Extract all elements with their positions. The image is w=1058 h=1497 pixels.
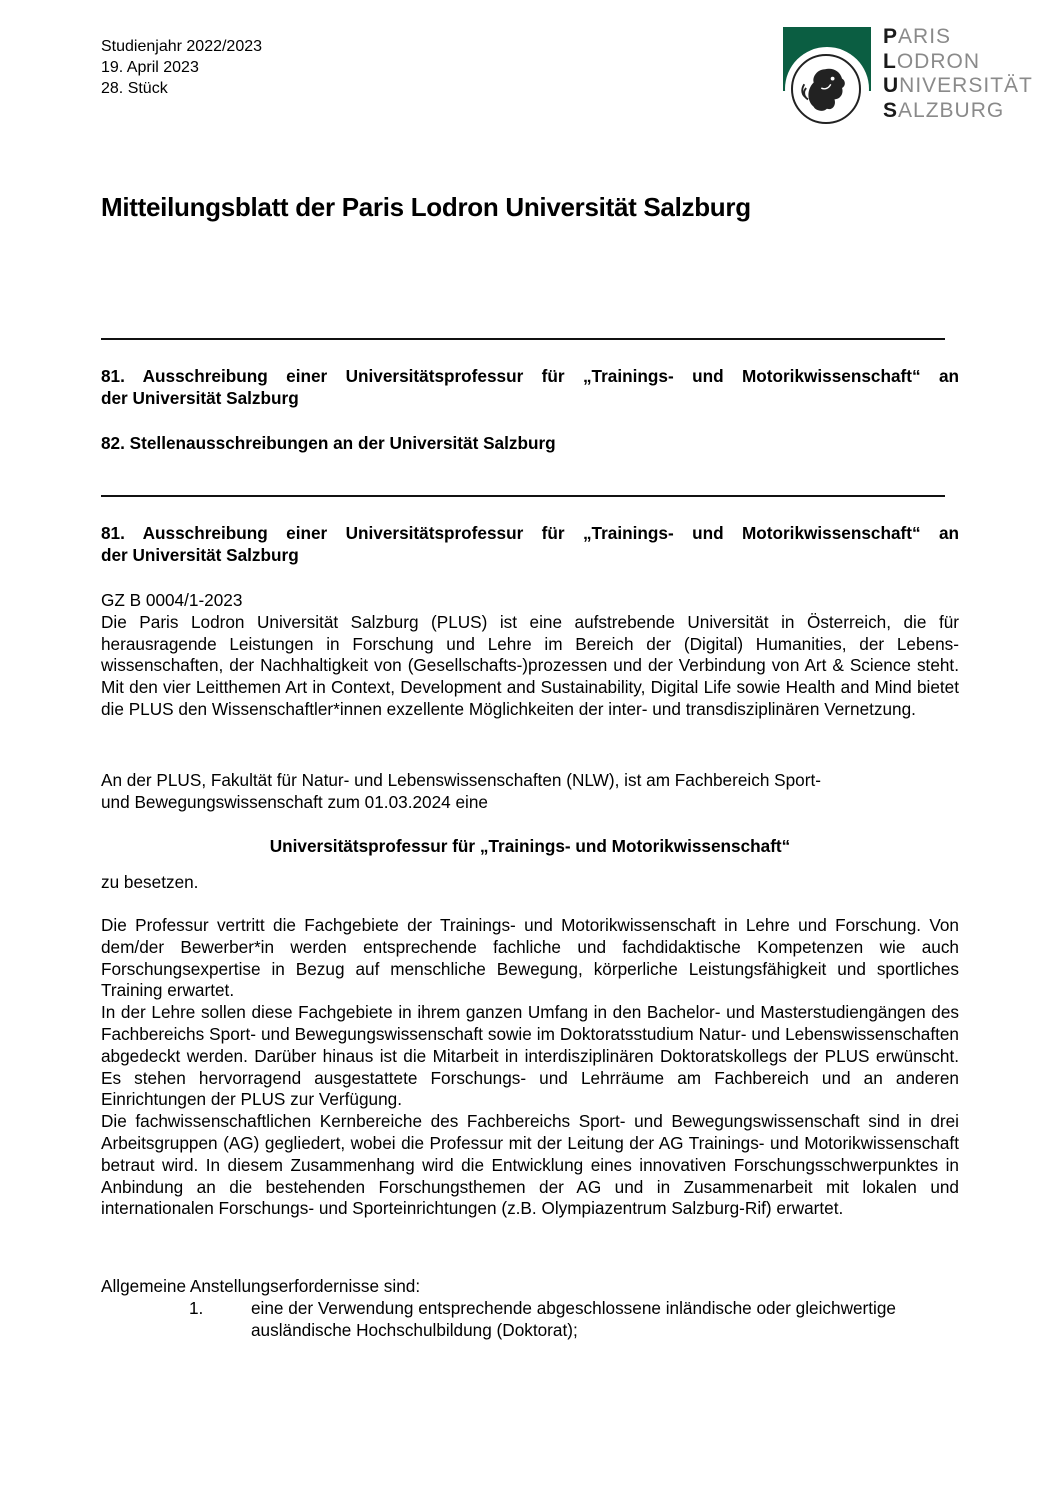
to-fill-text: zu besetzen. [101,872,199,892]
toc-item-82: 82. Stellenausschreibungen an der Universität Salzburg [101,433,556,453]
issue-date: 19. April 2023 [101,59,199,76]
lion-crest-icon [791,54,861,124]
divider [101,338,945,340]
intro-paragraph: Die Paris Lodron Universität Salzburg (PLUS) ist eine aufstrebende Universität in Österreich, die für herausragende Leistungen in Forschung und Lehre im Bereich der (Digital) Humanities, der Lebenswissenschaften, der Nachhaltigkeit von (Gesellschafts-)prozessen und der Verbindung von Art & Science steht. Mit den vier Leitthemen Art in Context, Development and Sustainability, Digital Life sowie Health and Mind bietet die PLUS den Wissenschaftler*innen exzellente Möglichkeiten der inter- und transdisziplinären Vernetzung. [101,611,959,719]
divider [101,495,945,497]
issue-meta [101,36,262,99]
reference-number: GZ B 0004/1-2023 [101,590,243,610]
issue-number: 28. Stück [101,80,168,97]
university-logo [783,27,1043,127]
academic-year: Studienjahr 2022/2023 [101,38,263,55]
position-title: Universitätsprofessur für „Trainings- und Motorikwissenschaft“ [269,836,791,856]
toc-item-81: 81. Ausschreibung einer Universitätsprofessur für „Trainings- und Motorikwissenschaft“ an der Universität Salzburg [101,366,959,408]
list-item: 1. eine der Verwendung entsprechende abgeschlossene inländische oder gleichwertige ausländische Hochschulbildung (Doktorat); [189,1298,896,1340]
paragraph: Die Professur vertritt die Fachgebiete der Trainings- und Motorikwissenschaft in Lehre und Forschung. Von dem/der Bewerber*in werden entsprechende fachliche und fachdidaktische Kompetenzen wie auch Forschungsexpertise in Bezug auf menschliche Bewegung, körperliche Leistungsfähigkeit und sportliches Training erwartet. [101,915,959,1001]
requirements-list [101,1298,959,1342]
requirements-intro: Allgemeine Anstellungserfordernisse sind: [101,1276,421,1296]
intro-block [101,590,959,721]
paragraph: In der Lehre sollen diese Fachgebiete in ihrem ganzen Umfang in den Bachelor- und Masterstudiengängen des Fachbereichs Sport- und Bewegungswissenschaft sowie im Doktoratsstudium Natur- und Lebenswissenschaften abgedeckt werden. Darüber hinaus ist die Mitarbeit in interdisziplinären Doktoratskollegs der PLUS erwünscht. Es stehen hervorragend ausgestattete Forschungs- und Lehrräume am Fachbereich und an anderen Einrichtungen der PLUS zur Verfügung. [101,1002,959,1110]
logo-wordmark: PARIS LODRON UNIVERSITÄT SALZBURG [883,25,1033,122]
description-block [101,915,959,1220]
section-heading: 81. Ausschreibung einer Universitätsprofessur für „Trainings- und Motorikwissenschaft“ an der Universität Salzburg [101,523,959,565]
faculty-paragraph: An der PLUS, Fakultät für Natur- und Lebenswissenschaften (NLW), ist am Fachbereich Sport- und Bewegungswissenschaft zum 01.03.2024 eine [101,770,821,812]
paragraph: Die fachwissenschaftlichen Kernbereiche des Fachbereichs Sport- und Bewegungswissenschaft sind in drei Arbeitsgruppen (AG) gegliedert, wobei die Professur mit der Leitung der AG Trainings- und Motorikwissenschaft betraut wird. In diesem Zusammenhang wird die Entwicklung eines innovativen Forschungsschwerpunktes in Anbindung an die bestehenden Forschungsthemen der AG und in Zusammenarbeit mit lokalen und internationalen Forschungs- und Sporteinrichtungen (z.B. Olympiazentrum Salzburg-Rif) erwartet. [101,1111,959,1219]
page-title: Mitteilungsblatt der Paris Lodron Universität Salzburg [101,192,751,222]
